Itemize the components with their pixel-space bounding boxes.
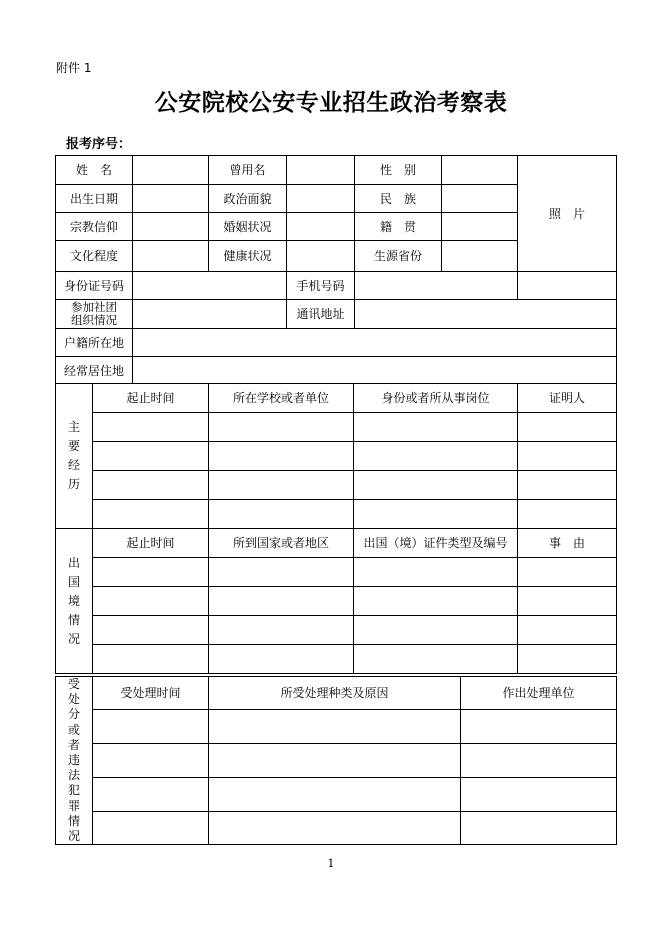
health-field[interactable] [287, 241, 355, 272]
experience-side-char: 历 [67, 477, 80, 491]
penalty-side-char: 法 [67, 768, 80, 783]
table-cell[interactable] [354, 558, 518, 587]
student-origin-label: 生源省份 [355, 241, 442, 272]
education-label: 文化程度 [56, 241, 133, 272]
experience-side-char: 要 [67, 439, 80, 453]
table-cell[interactable] [461, 710, 617, 744]
table-cell[interactable] [354, 413, 518, 442]
table-cell[interactable] [93, 616, 209, 645]
residence-field[interactable] [133, 357, 617, 385]
abroad-header-period: 起止时间 [93, 529, 209, 558]
table-cell[interactable] [518, 587, 617, 616]
table-cell[interactable] [93, 413, 209, 442]
penalty-side-char: 况 [67, 829, 80, 844]
education-field[interactable] [133, 241, 209, 272]
organizations-label [56, 300, 133, 329]
penalty-side-char: 处 [67, 692, 80, 707]
religion-field[interactable] [133, 213, 209, 241]
penalty-side-char: 罪 [67, 798, 80, 813]
table-cell[interactable] [209, 500, 354, 529]
experience-header-school: 所在学校或者单位 [209, 384, 354, 413]
table-cell[interactable] [209, 616, 354, 645]
residence-label: 经常居住地 [56, 357, 133, 385]
organizations-label-line1: 参加社团 [71, 300, 117, 314]
table-cell[interactable] [461, 744, 617, 778]
table-cell[interactable] [461, 778, 617, 812]
table-cell[interactable] [209, 442, 354, 471]
table-cell[interactable] [354, 616, 518, 645]
table-cell[interactable] [93, 471, 209, 500]
table-cell[interactable] [354, 442, 518, 471]
penalty-side-char: 情 [67, 813, 80, 828]
household-registration-label: 户籍所在地 [56, 329, 133, 357]
table-cell[interactable] [518, 413, 617, 442]
table-cell[interactable] [209, 812, 461, 845]
attachment-label: 附件 1 [56, 61, 92, 75]
penalty-side-label [56, 677, 93, 845]
penalty-header-unit: 作出处理单位 [461, 677, 617, 710]
table-cell[interactable] [461, 812, 617, 845]
penalty-header-time: 受处理时间 [93, 677, 209, 710]
abroad-header-destination: 所到国家或者地区 [209, 529, 354, 558]
gender-label: 性 别 [355, 156, 442, 185]
political-status-label: 政治面貌 [209, 185, 287, 213]
table-cell[interactable] [354, 500, 518, 529]
experience-side-label [56, 384, 93, 529]
table-cell[interactable] [209, 778, 461, 812]
organizations-label-line2: 组织情况 [71, 313, 117, 327]
household-registration-field[interactable] [133, 329, 617, 357]
address-field[interactable] [355, 300, 617, 329]
student-origin-field[interactable] [442, 241, 518, 272]
table-cell[interactable] [209, 710, 461, 744]
experience-header-position: 身份或者所从事岗位 [354, 384, 518, 413]
abroad-side-char: 况 [67, 631, 80, 646]
table-cell[interactable] [93, 710, 209, 744]
experience-side-char: 主 [67, 420, 80, 434]
experience-side-char: 经 [67, 458, 80, 472]
id-number-field[interactable] [133, 272, 287, 300]
abroad-header-document: 出国（境）证件类型及编号 [354, 529, 518, 558]
name-field[interactable] [133, 156, 209, 185]
mobile-field[interactable] [355, 272, 518, 300]
experience-table [55, 383, 617, 529]
former-name-label: 曾用名 [209, 156, 287, 185]
marital-status-field[interactable] [287, 213, 355, 241]
abroad-side-char: 境 [67, 593, 80, 608]
abroad-side-char: 情 [67, 612, 80, 627]
name-label: 姓 名 [56, 156, 133, 185]
mobile-label: 手机号码 [287, 272, 355, 300]
experience-header-witness: 证明人 [518, 384, 617, 413]
penalty-side-char: 或 [67, 722, 80, 737]
table-cell[interactable] [209, 558, 354, 587]
table-cell[interactable] [518, 500, 617, 529]
table-cell[interactable] [209, 471, 354, 500]
abroad-side-char: 国 [67, 574, 80, 589]
birth-date-label: 出生日期 [56, 185, 133, 213]
id-number-label: 身份证号码 [56, 272, 133, 300]
penalty-side-char: 违 [67, 753, 80, 768]
photo-box[interactable]: 照 片 [518, 156, 617, 272]
penalty-side-char: 分 [67, 707, 80, 722]
table-cell[interactable] [354, 645, 518, 674]
table-cell[interactable] [209, 744, 461, 778]
penalty-side-char: 受 [67, 677, 80, 691]
abroad-table [55, 528, 617, 674]
table-cell[interactable] [93, 500, 209, 529]
penalty-table [55, 676, 617, 845]
marital-status-label: 婚姻状况 [209, 213, 287, 241]
table-cell[interactable] [518, 442, 617, 471]
table-cell[interactable] [93, 778, 209, 812]
ethnicity-label: 民 族 [355, 185, 442, 213]
abroad-side-label [56, 529, 93, 674]
serial-number-label: 报考序号： [66, 137, 132, 152]
table-cell[interactable] [93, 645, 209, 674]
table-cell[interactable] [93, 812, 209, 845]
table-cell[interactable] [93, 558, 209, 587]
table-cell[interactable] [209, 587, 354, 616]
organizations-field[interactable] [133, 300, 287, 329]
table-cell[interactable] [354, 587, 518, 616]
birth-date-field[interactable] [133, 185, 209, 213]
personal-info-table [55, 155, 617, 385]
table-cell[interactable] [354, 471, 518, 500]
table-cell[interactable] [518, 471, 617, 500]
table-cell[interactable] [209, 413, 354, 442]
native-place-label: 籍 贯 [355, 213, 442, 241]
former-name-field[interactable] [287, 156, 355, 185]
page-number: 1 [327, 857, 335, 870]
penalty-header-type: 所受处理种类及原因 [209, 677, 461, 710]
table-cell[interactable] [518, 616, 617, 645]
political-status-field[interactable] [287, 185, 355, 213]
table-cell[interactable] [93, 442, 209, 471]
form-title: 公安院校公安专业招生政治考察表 [154, 89, 508, 116]
empty-cell [518, 272, 617, 300]
table-cell[interactable] [518, 558, 617, 587]
table-cell[interactable] [93, 744, 209, 778]
religion-label: 宗教信仰 [56, 213, 133, 241]
penalty-side-char: 犯 [67, 783, 80, 798]
penalty-side-char: 者 [67, 737, 80, 752]
abroad-header-reason: 事 由 [518, 529, 617, 558]
native-place-field[interactable] [442, 213, 518, 241]
table-cell[interactable] [209, 645, 354, 674]
health-label: 健康状况 [209, 241, 287, 272]
table-cell[interactable] [518, 645, 617, 674]
experience-header-period: 起止时间 [93, 384, 209, 413]
ethnicity-field[interactable] [442, 185, 518, 213]
table-cell[interactable] [93, 587, 209, 616]
gender-field[interactable] [442, 156, 518, 185]
abroad-side-char: 出 [67, 555, 80, 570]
address-label: 通讯地址 [287, 300, 355, 329]
